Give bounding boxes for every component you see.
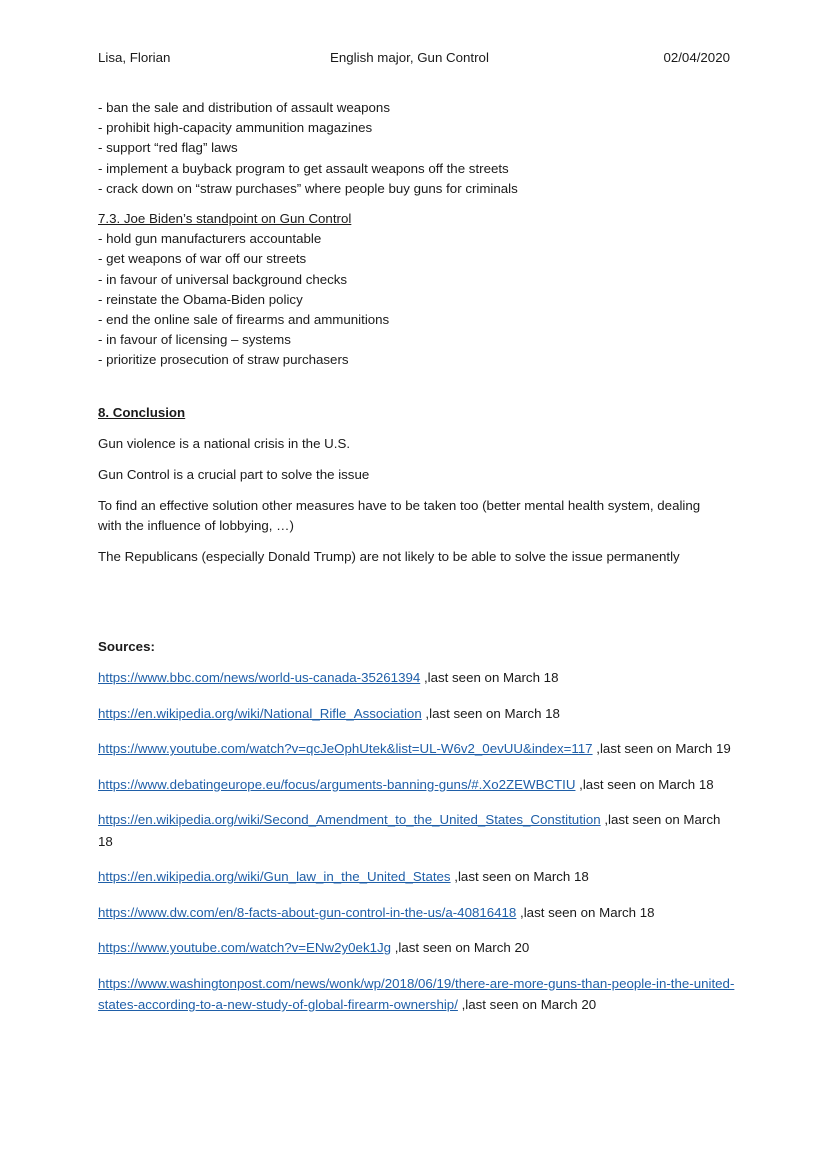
source-note: ,last seen on March 20: [457, 997, 597, 1013]
source-link[interactable]: https://www.dw.com/en/8-facts-about-gun-control-in-the-us/a-40816418: [98, 904, 517, 920]
section-heading: 7.3. Joe Biden’s standpoint on Gun Control: [98, 211, 352, 227]
sources-heading: Sources:: [98, 638, 155, 654]
list-item: - prohibit high-capacity ammunition magazines: [98, 120, 373, 136]
list-item: - implement a buyback program to get assault weapons off the streets: [98, 160, 509, 176]
source-note: ,last seen on March 18: [420, 670, 559, 686]
source-entry: [98, 902, 738, 924]
header-date: 02/04/2020: [663, 50, 730, 65]
source-note: ,last seen on March 18: [450, 869, 589, 885]
source-link[interactable]: https://www.debatingeurope.eu/focus/arguments-banning-guns/#.Xo2ZEWBCTIU: [98, 776, 576, 792]
document-body: [98, 98, 738, 1016]
source-link[interactable]: https://en.wikipedia.org/wiki/Second_Amendment_to_the_United_States_Constitution: [98, 812, 601, 828]
source-entry: [98, 738, 738, 760]
list-item: - reinstate the Obama-Biden policy: [98, 291, 303, 307]
list-item: - ban the sale and distribution of assault weapons: [98, 100, 390, 115]
source-note: ,last seen on March 18: [516, 904, 655, 920]
source-entry: [98, 667, 738, 689]
source-link[interactable]: https://en.wikipedia.org/wiki/Gun_law_in_the_United_States: [98, 869, 451, 885]
list-item: - end the online sale of firearms and ammunitions: [98, 312, 390, 328]
source-entry: [98, 973, 738, 1016]
source-link[interactable]: https://www.bbc.com/news/world-us-canada-35261394: [98, 670, 421, 686]
list-item: - hold gun manufacturers accountable: [98, 231, 322, 247]
source-note: ,last seen on March 19: [592, 741, 731, 757]
list-item: - get weapons of war off our streets: [98, 251, 307, 267]
source-link[interactable]: https://en.wikipedia.org/wiki/National_Rifle_Association: [98, 705, 422, 721]
source-entry: [98, 703, 738, 725]
sources-section: [98, 637, 738, 1016]
list-item: - in favour of universal background checks: [98, 271, 348, 287]
header-authors: Lisa, Florian: [98, 50, 171, 65]
paragraph: Gun violence is a national crisis in the U.S.: [98, 435, 351, 451]
source-link[interactable]: https://www.washingtonpost.com/news/wonk/wp/2018/06/19/there-are-more-guns-than-people-in-the-united-states-according-to-a-new-study-of-global-firearm-ownership/: [98, 975, 735, 1013]
source-entry: [98, 937, 738, 959]
source-link[interactable]: https://www.youtube.com/watch?v=qcJeOphUtek&list=UL-W6v2_0evUU&index=117: [98, 741, 593, 757]
source-note: ,last seen on March 18: [421, 705, 560, 721]
paragraph: Gun Control is a crucial part to solve the issue: [98, 466, 370, 482]
source-entry: [98, 866, 738, 888]
source-entry: [98, 809, 738, 852]
source-note: ,last seen on March 20: [391, 940, 530, 956]
gun-policy-list: [98, 98, 738, 199]
source-link[interactable]: https://www.youtube.com/watch?v=ENw2y0ek1Jg: [98, 940, 392, 956]
list-item: - crack down on “straw purchases” where people buy guns for criminals: [98, 180, 518, 196]
paragraph: To find an effective solution other measures have to be taken too (better mental health system, dealing with the influence of lobbying, …): [98, 497, 701, 533]
header-course-topic: English major, Gun Control: [330, 50, 489, 65]
section-heading: 8. Conclusion: [98, 404, 186, 420]
paragraph: The Republicans (especially Donald Trump) are not likely to be able to solve the issue permanently: [98, 548, 680, 564]
section-biden-standpoint: [98, 209, 738, 371]
list-item: - support “red flag” laws: [98, 140, 238, 156]
source-entry: [98, 774, 738, 796]
list-item: - in favour of licensing – systems: [98, 332, 291, 348]
list-item: - prioritize prosecution of straw purchasers: [98, 352, 349, 368]
page-header: [98, 50, 730, 68]
source-note: ,last seen on March 18: [575, 776, 714, 792]
section-conclusion: [98, 403, 738, 567]
source-note: ,last seen on March 18: [98, 812, 721, 849]
